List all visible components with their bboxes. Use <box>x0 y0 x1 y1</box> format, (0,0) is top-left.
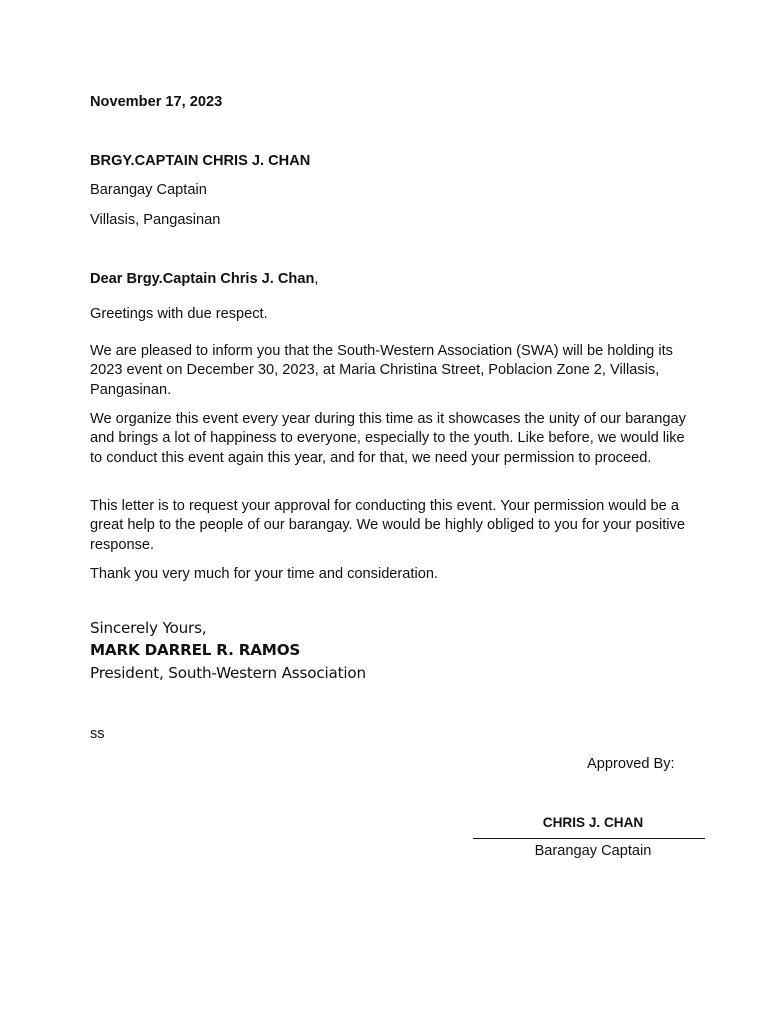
salutation-name: Dear Brgy.Captain Chris J. Chan <box>90 271 315 287</box>
recipient-name: BRGY.CAPTAIN CHRIS J. CHAN <box>90 153 311 169</box>
recipient-position: Barangay Captain <box>90 182 207 198</box>
approved-by-label: Approved By: <box>587 756 675 772</box>
body-paragraph-1: We are pleased to inform you that the South-Western Association (SWA) will be holding its 2023 event on December 30, 2023, at Maria Christina Street, Poblacion Zone 2, Villasis, Pangasinan. <box>90 343 673 398</box>
initials: ss <box>90 726 105 742</box>
body-paragraph-2: We organize this event every year during this time as it showcases the unity of our barangay and brings a lot of happiness to everyone, especially to the youth. Like before, we would like to conduct this event again this year, and for that, we need your permission to proceed. <box>90 411 686 466</box>
greeting-line: Greetings with due respect. <box>90 306 268 322</box>
approver-title: Barangay Captain <box>534 843 652 859</box>
letter-date: November 17, 2023 <box>90 94 223 110</box>
thanks-line: Thank you very much for your time and consideration. <box>90 566 438 582</box>
signer-name: MARK DARREL R. RAMOS <box>90 641 301 659</box>
salutation-punct: , <box>314 271 319 287</box>
approver-name: CHRIS J. CHAN <box>542 815 644 830</box>
recipient-location: Villasis, Pangasinan <box>90 212 221 228</box>
signature-line <box>473 838 705 839</box>
valediction: Sincerely Yours, <box>90 619 207 637</box>
salutation <box>90 271 318 287</box>
body-paragraph-3: This letter is to request your approval for conducting this event. Your permission would be a great help to the people of our barangay. We would be highly obliged to you for your positive response. <box>90 498 685 553</box>
signer-title: President, South-Western Association <box>90 664 366 682</box>
